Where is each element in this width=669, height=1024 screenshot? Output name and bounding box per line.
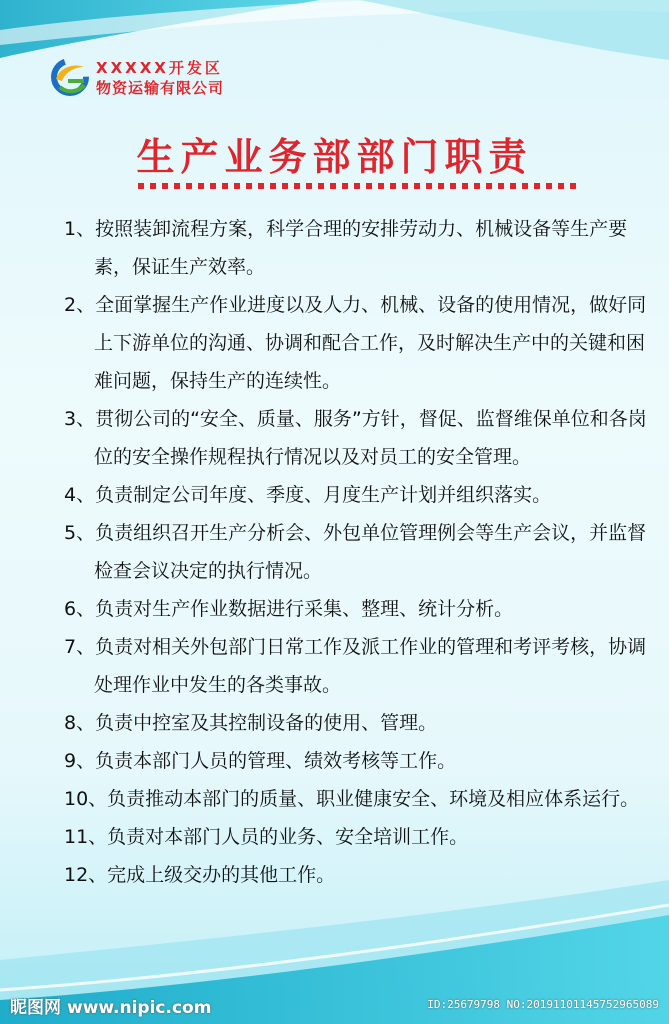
page-title: 生产业务部部门职责: [136, 135, 533, 179]
divider-dot: [138, 183, 144, 189]
divider-dot: [330, 183, 336, 189]
divider-dot: [558, 183, 564, 189]
divider-dot: [438, 183, 444, 189]
divider-dot: [486, 183, 492, 189]
divider-dot: [210, 183, 216, 189]
divider-dot: [366, 183, 372, 189]
divider-dot: [270, 183, 276, 189]
duty-item: 3、贯彻公司的“安全、质量、服务”方针，督促、监督维保单位和各岗位的安全操作规程执行情况以及对员工的安全管理。: [64, 408, 647, 468]
divider-dot: [522, 183, 528, 189]
company-name-line1: XXXXX开发区: [96, 59, 223, 77]
watermark-url: www.nipic.com: [67, 998, 212, 1018]
duty-item: 9、负责本部门人员的管理、绩效考核等工作。: [64, 750, 457, 772]
duty-item: 11、负责对本部门人员的业务、安全培训工作。: [64, 826, 469, 848]
divider-dot: [378, 183, 384, 189]
divider-dot: [426, 183, 432, 189]
duty-item: 6、负责对生产作业数据进行采集、整理、统计分析。: [64, 598, 514, 620]
company-name-line2: 物资运输有限公司: [96, 79, 225, 97]
divider-dot: [354, 183, 360, 189]
divider-dot: [498, 183, 504, 189]
company-logo-icon: [50, 57, 90, 97]
divider-dot: [186, 183, 192, 189]
divider-dot: [462, 183, 468, 189]
divider-dot: [174, 183, 180, 189]
divider-dot: [246, 183, 252, 189]
watermark: [10, 993, 211, 1018]
divider-dot: [390, 183, 396, 189]
duty-item: 2、全面掌握生产作业进度以及人力、机械、设备的使用情况，做好同上下游单位的沟通、协调和配合工作，及时解决生产中的关键和困难问题，保持生产的连续性。: [64, 294, 647, 392]
divider-dot: [510, 183, 516, 189]
divider-dot: [546, 183, 552, 189]
watermark-site: 昵图网: [10, 998, 61, 1018]
duty-list: [64, 210, 654, 894]
divider-dot: [414, 183, 420, 189]
duty-item: 1、按照装卸流程方案，科学合理的安排劳动力、机械设备等生产要素，保证生产效率。: [64, 218, 628, 278]
divider-dot: [318, 183, 324, 189]
duty-item: 4、负责制定公司年度、季度、月度生产计划并组织落实。: [64, 484, 552, 506]
duty-item: 12、完成上级交办的其他工作。: [64, 864, 336, 886]
divider-dot: [474, 183, 480, 189]
watermark-id: ID:25679798 NO:20191101145752965089: [427, 998, 659, 1011]
duty-item: 5、负责组织召开生产分析会、外包单位管理例会等生产会议，并监督检查会议决定的执行情况。: [64, 522, 647, 582]
divider-dot: [150, 183, 156, 189]
divider-dot: [450, 183, 456, 189]
divider-dot: [570, 183, 576, 189]
duty-item: 8、负责中控室及其控制设备的使用、管理。: [64, 712, 438, 734]
divider-dot: [222, 183, 228, 189]
divider-dot: [162, 183, 168, 189]
divider-dot: [534, 183, 540, 189]
divider-dot: [402, 183, 408, 189]
title-dotted-divider: [138, 183, 578, 189]
duty-item: 7、负责对相关外包部门日常工作及派工作业的管理和考评考核，协调处理作业中发生的各类事故。: [64, 636, 647, 696]
divider-dot: [282, 183, 288, 189]
divider-dot: [306, 183, 312, 189]
divider-dot: [294, 183, 300, 189]
divider-dot: [198, 183, 204, 189]
divider-dot: [234, 183, 240, 189]
company-name: [96, 58, 224, 98]
divider-dot: [258, 183, 264, 189]
divider-dot: [342, 183, 348, 189]
duty-item: 10、负责推动本部门的质量、职业健康安全、环境及相应体系运行。: [64, 788, 640, 810]
